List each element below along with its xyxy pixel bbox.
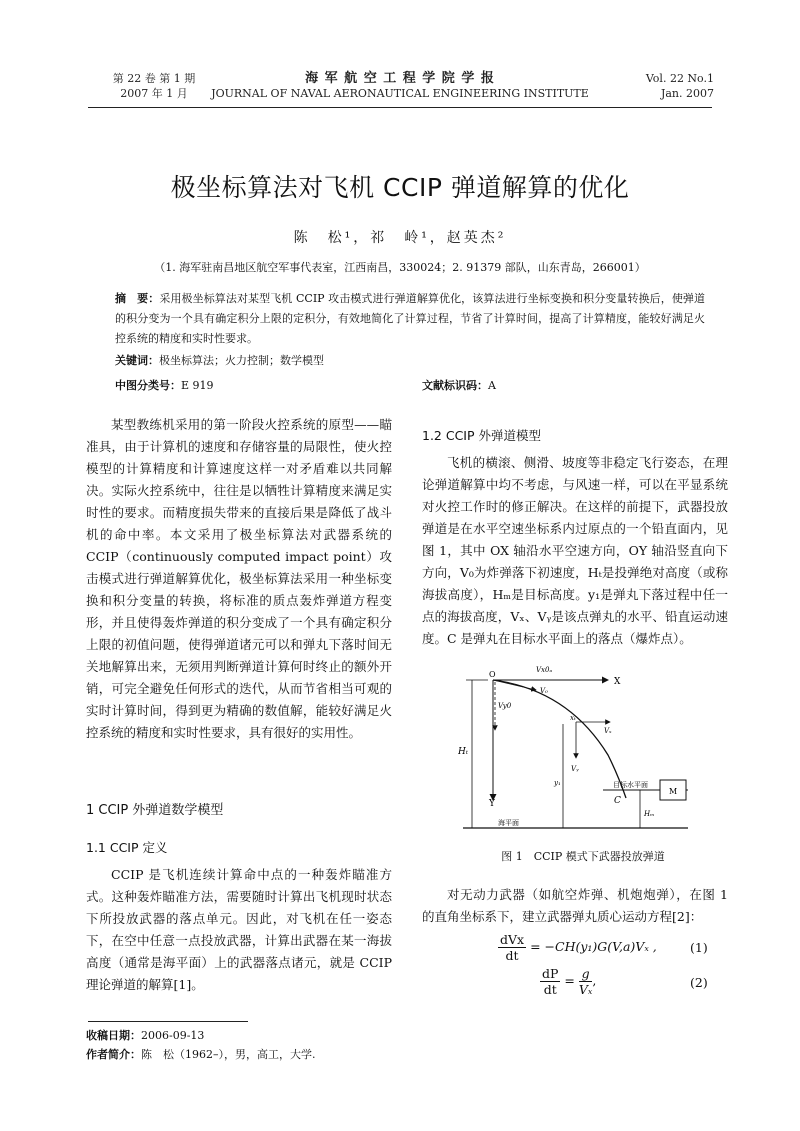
keywords [115, 352, 324, 368]
label-Vy: Vᵧ [571, 765, 579, 773]
abstract-block [115, 289, 705, 349]
intro-text: 某型教练机采用的第一阶段火控系统的原型——瞄准具，由于计算机的速度和存储容量的局限性，使火控模型的计算精度和计算速度这样一对矛盾难以共同解决。实际火控系统中，往往是以牺牲计算精度来满足实时性的要求。而精度损失带来的直接后果是降低了战斗机的命中率。本文采用了极坐标算法对武器系统的 CCIP（continuously computed impact point）攻击模式进行弹道解算优化，极坐标算法采用一种坐标变换和积分变量的转换，将标准的质点轰炸弹道方程变形，并且使得轰炸弹道的积分变成了一个具有确定积分上限的初值问题，使得弹道诸元可以和弹丸下落时间无关地解算出来，无须用判断弹道计算何时终止的额外开销，可完全避免任何形式的迭代，从而节省相当可观的实时计算时间，得到更为精确的数值解，能较好满足火控系统的精度和实时性要求，具有很好的实用性。 [86, 417, 392, 740]
label-Y: Y [489, 799, 495, 809]
footnote-received [86, 1026, 204, 1046]
received-label: 收稿日期： [86, 1029, 141, 1042]
equation-2: $\frac{dP}{dt}$ = $\frac{g}{\text{Vₓ}}$ , [542, 966, 597, 997]
clc-number [115, 377, 214, 393]
abstract-label: 摘 要： [115, 292, 160, 305]
eq2-rhs-denominator: Vₓ [578, 982, 593, 997]
publication-date-cn: 2007 年 1 月 [120, 87, 188, 100]
eq1-numerator: dVx [500, 932, 525, 947]
equation-1 [498, 932, 657, 963]
journal-name-cn: 海 军 航 空 工 程 学 院 学 报 [305, 71, 495, 86]
author-list: 陈 松¹，祁 岭¹，赵英杰² [293, 230, 507, 246]
journal-name [210, 71, 590, 101]
equation-intro-paragraph [422, 884, 728, 928]
label-C: C [614, 796, 621, 806]
eq1-rhs: = −CH(y₁)G(V,a)Vₓ , [530, 939, 657, 954]
label-y1: y₁ [554, 779, 561, 787]
footnote-author [86, 1045, 316, 1065]
eq2-numerator: dP [542, 966, 559, 981]
label-xt: xₜ [570, 714, 576, 722]
author-bio-label: 作者简介： [86, 1048, 141, 1061]
figure-caption: 图 1 CCIP 模式下武器投放弹道 [501, 850, 665, 863]
section-1-heading: 1 CCIP 外弹道数学模型 [86, 803, 224, 818]
journal-name-en: JOURNAL OF NAVAL AERONAUTICAL ENGINEERING INSTITUTE [211, 87, 589, 100]
eq2-lhs-fraction [540, 966, 560, 997]
label-target-plane: 目标水平面 [613, 781, 648, 789]
model-paragraph [422, 452, 728, 650]
clc-value: E 919 [181, 379, 214, 392]
clc-label: 中图分类号： [115, 379, 181, 392]
section-1-1-heading: 1.1 CCIP 定义 [86, 840, 168, 855]
equation-intro-text: 对无动力武器（如航空炸弹、机炮炮弹），在图 1 的直角坐标系下，建立武器弹丸质心运动方程[2]： [422, 887, 728, 924]
ccip-definition-text: CCIP 是飞机连续计算命中点的一种轰炸瞄准方式。这种轰炸瞄准方法，需要随时计算出飞机现时状态下所投放武器的落点单元。因此，对飞机在任一姿态下，在空中任意一点投放武器，计算出武器在某一海拔高度（通常是海平面）上的武器落点诸元，就是 CCIP 理论弹道的解算[1]。 [86, 867, 392, 992]
eq2-rhs-numerator: g [579, 966, 592, 982]
ccip-definition-paragraph [86, 864, 392, 996]
volume-issue-en: Vol. 22 No.1 [645, 72, 714, 85]
label-sea-level: 海平面 [498, 819, 519, 827]
document-code [422, 377, 496, 393]
eq1-denominator: dt [505, 948, 519, 963]
doc-code-value: A [488, 379, 496, 392]
eq1-fraction [498, 932, 526, 963]
label-V0: V₀ [540, 687, 548, 695]
abstract-text: 采用极坐标算法对某型飞机 CCIP 攻击模式进行弹道解算优化，该算法进行坐标变换和积分变量转换后，使弹道的积分变为一个具有确定积分上限的定积分，有效地简化了计算过程，节省了计算时间，提高了计算精度，能较好满足火控系统的精度和实时性要求。 [115, 292, 706, 345]
journal-volume-en [618, 71, 714, 101]
eq2-rhs-fraction [579, 966, 592, 997]
label-M: M [669, 787, 678, 796]
section-1-2-heading: 1.2 CCIP 外弹道模型 [422, 428, 542, 443]
footnote-rule [88, 1021, 248, 1022]
label-O: O [489, 670, 496, 679]
eq2-number: (2) [690, 975, 708, 990]
paper-title: 极坐标算法对飞机 CCIP 弹道解算的优化 [170, 173, 630, 202]
eq2-comma: , [592, 973, 597, 988]
model-text: 飞机的横滚、侧滑、坡度等非稳定飞行姿态，在理论弹道解算中均不考虑，与风速一样，可以在平显系统对火控工作时的修正解决。在这样的前提下，武器投放弹道是在水平空速坐标系内过原点的一个铅直面内，见图 1，其中 OX 轴沿水平空速方向，OY 轴沿竖直向下方向，V₀为炸弹落下初速度，Hₜ是投弹绝对高度（或称海拔高度），Hₘ是目标高度。y₁是弹丸下落过程中任一点的海拔高度，Vₓ、Vᵧ是该点弹丸的水平、铅直运动速度。C 是弹丸在目标水平面上的落点（爆炸点）。 [422, 455, 728, 646]
label-Ht: Hₜ [458, 747, 469, 757]
keywords-text: 极坐标算法；火力控制；数学模型 [159, 354, 324, 367]
doc-code-label: 文献标识码： [422, 379, 488, 392]
received-date: 2006-09-13 [141, 1029, 205, 1042]
publication-date-en: Jan. 2007 [660, 87, 714, 100]
journal-volume [106, 71, 202, 101]
label-X: X [614, 677, 621, 687]
label-Vx0: Vx0ₐ [536, 666, 553, 674]
keywords-label: 关键词： [115, 354, 159, 367]
header-rule [88, 107, 712, 108]
affiliations: （1. 海军驻南昌地区航空军事代表室，江西南昌，330024；2. 91379 部队，山东青岛，266001） [154, 261, 646, 274]
label-Vy0: Vy0 [498, 702, 512, 710]
eq1-number: (1) [690, 940, 708, 955]
eq2-denominator: dt [543, 982, 557, 997]
label-Vx: Vₓ [604, 727, 612, 735]
trajectory-figure [458, 660, 708, 832]
intro-paragraph [86, 414, 392, 744]
author-bio: 陈 松（1962–），男，高工，大学. [141, 1048, 316, 1061]
label-Hm: Hₘ [644, 810, 655, 818]
volume-issue: 第 22 卷 第 1 期 [112, 72, 196, 85]
